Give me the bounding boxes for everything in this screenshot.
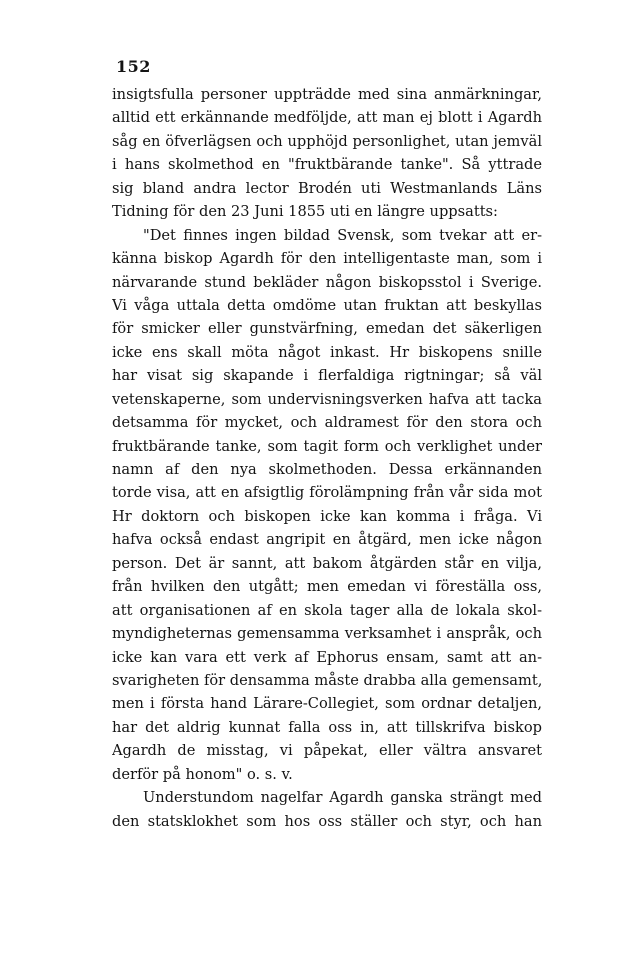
text-line: hafva också endast angripit en åtgärd, men icke någon (112, 531, 542, 549)
text-line: har det aldrig kunnat falla oss in, att tillskrifva biskop (112, 718, 542, 736)
text-line: känna biskop Agardh för den intelligentaste man, som i (112, 250, 542, 268)
text-line: vetenskaperne, som undervisningsverken hafva att tacka (112, 390, 542, 408)
text-line: derför på honom" o. s. v. (112, 765, 293, 783)
text-line: såg en öfverlägsen och upphöjd personlighet, utan jemväl (112, 132, 542, 150)
text-line: Tidning för den 23 Juni 1855 uti en längre uppsatts: (112, 203, 498, 221)
text-line: insigtsfulla personer uppträdde med sina anmärkningar, (112, 86, 542, 103)
text-line: Vi våga uttala detta omdöme utan fruktan att beskyllas (112, 296, 542, 314)
text-line: detsamma för mycket, och aldramest för den stora och (112, 414, 542, 432)
page-number: 152 (116, 57, 151, 76)
text-line: namn af den nya skolmethoden. Dessa erkännanden (112, 461, 542, 478)
text-line: Agardh de misstag, vi påpekat, eller vältra ansvaret (112, 742, 542, 760)
text-line: Hr doktorn och biskopen icke kan komma i fråga. Vi (112, 507, 542, 525)
text-line: närvarande stund bekläder någon biskopsstol i Sverige. (112, 273, 542, 291)
text-line: "Det finnes ingen bildad Svensk, som tvekar att er- (143, 226, 542, 244)
text-line: myndigheternas gemensamma verksamhet i anspråk, och (112, 625, 542, 643)
text-line: torde visa, att en afsigtlig förolämpning från vår sida mot (112, 484, 542, 502)
text-line: att organisationen af en skola tager alla de lokala skol- (112, 601, 542, 619)
text-line: från hvilken den utgått; men emedan vi föreställa oss, (112, 578, 542, 596)
text-line: person. Det är sannt, att bakom åtgärden står en vilja, (112, 554, 542, 572)
text-line: den statsklokhet som hos oss ställer och styr, och han (112, 812, 542, 830)
text-line: har visat sig skapande i flerfaldiga rigtningar; så väl (112, 367, 542, 385)
text-line: svarigheten för densamma måste drabba alla gemensamt, (112, 671, 542, 689)
body-text (112, 83, 542, 833)
text-line: Understundom nagelfar Agardh ganska strängt med (143, 789, 542, 807)
text-line: alltid ett erkännande medföljde, att man ej blott i Agardh (112, 109, 542, 127)
text-line: icke ens skall möta något inkast. Hr biskopens snille (112, 343, 542, 361)
text-line: fruktbärande tanke, som tagit form och verklighet under (112, 437, 542, 455)
text-line: icke kan vara ett verk af Ephorus ensam, samt att an- (112, 648, 542, 666)
text-line: i hans skolmethod en "fruktbärande tanke". Så yttrade (112, 156, 542, 174)
text-line: för smicker eller gunstvärfning, emedan det säkerligen (112, 320, 542, 338)
text-line: sig bland andra lector Brodén uti Westmanlands Läns (112, 179, 542, 197)
text-line: men i första hand Lärare-Collegiet, som ordnar detaljen, (112, 695, 542, 713)
